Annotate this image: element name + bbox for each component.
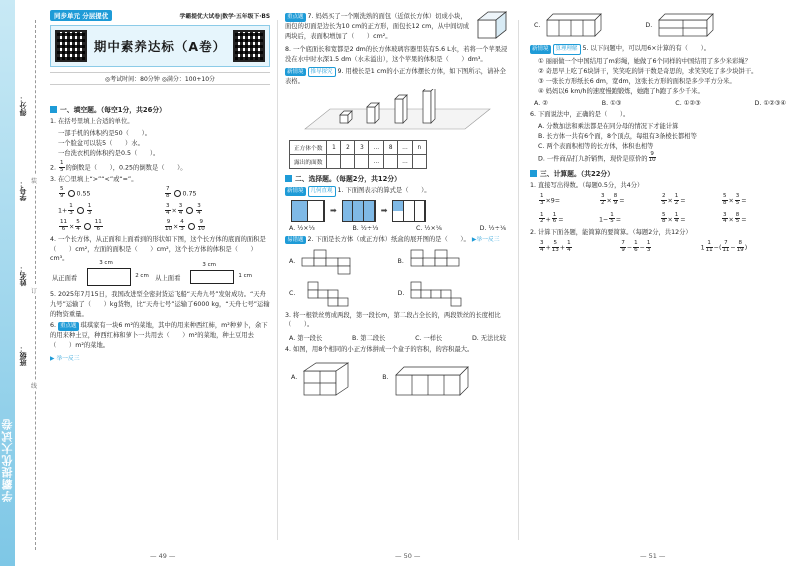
answer-cell[interactable] [327, 155, 341, 169]
question-1a: 一部手机的体积约是50（ ）。 [58, 129, 152, 137]
page-header [50, 10, 270, 100]
net-option-b[interactable]: B. [398, 248, 507, 276]
title-box [50, 25, 270, 67]
answer-cell[interactable] [341, 155, 355, 169]
net-option-c[interactable]: C. [289, 280, 398, 308]
option-b[interactable]: B. ½÷⅓ [352, 224, 379, 232]
choice-5-item-3: ③ 一张长方形纸长6 dm，宽dm，这张长方形的面积是多少平方分米。 [538, 77, 736, 85]
top-view-label: 从上面看 [155, 274, 181, 282]
option-c[interactable]: C. ½×⅙ [416, 224, 442, 232]
calc-1: 1. 直接写出得数。（每题0.5分，共4分） [530, 182, 644, 190]
choice-4-options [291, 359, 504, 397]
choice-2: 易错题 2. 下面是长方体（或正方体）纸盒的展开图的是（ ）。 ▶举一反三 [287, 235, 500, 243]
cut-mark: 订 [31, 285, 37, 296]
cut-mark: 线 [31, 380, 37, 391]
calc-2: 2. 计算下面各题，能简算的要简算。（每题2分，共12分） [530, 229, 692, 237]
option-a[interactable]: A. ② [534, 99, 548, 107]
question-1c: 一台洗衣机的体积约是0.5（ ）。 [58, 149, 160, 157]
choice-5-item-2: ② 奇思早上吃了6块饼干，笑笑吃的饼干数是奇思的，求笑笑吃了多少块饼干。 [538, 67, 758, 75]
shape-views: 从正面看 3 cm 2 cm 从上面看 3 cm 1 cm [52, 268, 270, 286]
spine-brand: 学霸提优大试卷 [1, 418, 14, 502]
option-c[interactable]: C. ①②③ [675, 99, 701, 107]
choice-6-option-d[interactable]: D. 一件商品打九折销售，现价是原价的 $\frac{9}{10}$ [538, 150, 656, 164]
qr-code-icon [55, 30, 87, 62]
choice-4-options-cont [534, 12, 786, 38]
option-a[interactable]: A. [291, 359, 352, 397]
box-nets [289, 248, 506, 308]
page-49 [50, 10, 270, 560]
binding-spine [0, 0, 48, 566]
exam-meta: ◎考试时间：80分钟 ◎满分：100+10分 [50, 72, 270, 85]
net-option-a[interactable]: A. [289, 248, 398, 276]
score-field: 得分： [19, 95, 27, 116]
answer-cell[interactable] [384, 155, 398, 169]
page-number: — 51 — [640, 552, 666, 560]
page-51 [530, 10, 790, 560]
net-option-d[interactable]: D. [398, 280, 507, 308]
question-1: 1. 在括号里填上合适的单位。 [50, 118, 134, 125]
option-a[interactable]: A. 第一段长 [289, 335, 323, 343]
option-b[interactable]: B. 第二段长 [351, 335, 386, 343]
page-number: — 50 — [395, 552, 421, 560]
top-view-rect [190, 270, 234, 284]
question-7: 重点题 7. 妈妈买了一个刚洗熟的面包（近似长方体）切成小块，面包的切面是边长为10 cm的正方形，面包长12 cm，从中间切成两块后，表面积增加了（ ）cm²。 [285, 13, 470, 40]
related-practice-link[interactable]: ▶举一反三 [471, 236, 500, 243]
choice-4: 4. 如图，用8个相同的小正方体拼成一个盒子的容积，的容积最大。 [285, 346, 474, 354]
cube-stack-figure [295, 89, 495, 135]
choice-6: 6. 下面说法中，正确的是（ ）。 [530, 110, 630, 118]
choice-3: 3. 将一根铁丝剪成两段，第一段长m，第二段占全长的，两段铁丝的长度相比（ ）。 [285, 311, 501, 329]
choice-6-option-c[interactable]: C. 两个表面积相等的长方体，体积也相等 [538, 142, 654, 150]
series-tag: 同步单元 分层提优 [50, 10, 112, 21]
qr-code-icon [233, 30, 265, 62]
student-id-field: 学号： [19, 180, 27, 201]
option-d[interactable]: D. 无法比较 [471, 335, 506, 343]
page-number: — 49 — [150, 552, 176, 560]
section-heading: 二、选择题。（每题2分，共12分） [285, 173, 510, 183]
page-title: 期中素养达标（A卷） [93, 39, 227, 54]
choice-5: 新情境 算理理解 5. 以下问题中，可以用6×计算的有（ ）。 [530, 44, 790, 55]
choice-6-option-b[interactable]: B. 长方体一共有6个面，8个顶点，每组有3条棱长都相等 [538, 132, 697, 140]
answer-cell[interactable] [355, 155, 369, 169]
mental-calc-grid: $\frac{1}{3}$ ×9= $\frac{3}{2}$ × $\frac{8}{9}$ = $\frac{2}{5}$ × $\frac{1}{2}$ = $\frac{5}{8}$ × $\frac{3}{5}$ = $\frac{1}{2}$ + $\frac{1}{6}$ = 1− $\frac{1}{5}$ = $\frac{5}{8}$ × $\frac{1}{4}$ = $\frac{3}{4}$ × $\frac{8}{5}$ = [540, 192, 747, 225]
question-6: 6. 重点题 琪琪家有一块6 m²的菜地，其中的用来种西红柿，m²种萝卜，余下的用来种土豆，种西红柿和萝卜一共用去（ ）m²的菜地，种土豆用去（ ）m²的菜地。 [50, 322, 268, 349]
front-view-rect [87, 268, 131, 286]
choice-1-options [289, 225, 506, 232]
book-series: 学霸提优大试卷|数学·五年级下·BS [179, 14, 270, 20]
answer-cell[interactable] [412, 155, 426, 169]
option-b[interactable]: B. ①③ [601, 99, 622, 107]
page-50 [285, 10, 510, 560]
question-3: 3. 在〇里填上“>”“<”或“=”。 [50, 176, 138, 184]
option-d[interactable]: D. ①②③④ [754, 99, 786, 107]
column-divider [277, 20, 278, 540]
option-d[interactable]: D. [645, 12, 717, 38]
section-marker-icon [530, 170, 537, 177]
question-2: 2. $\frac{1}{5}$ 的倒数是（ ），0.25的倒数是（ ）。 [50, 159, 187, 173]
option-b[interactable]: B. [382, 359, 471, 397]
option-a[interactable]: A. ½×⅓ [289, 224, 315, 232]
question-4: 4. 一个长方体，从正面和上面看到的形状如下图，这个长方体的底面的面积是（ ）cm²，左面的面积是（ ）cm²，这个长方体的体积是（ ）cm³。 [50, 235, 266, 263]
choice-6-option-a[interactable]: A. 分数加法和乘法都是在同分母的情况下才能计算 [538, 122, 679, 130]
option-c[interactable]: C. [534, 12, 605, 38]
question-9: 新情境 推导探究 9. 用棱长是1 cm的小正方体摆长方体，如下图所示，请补全表格。 [285, 67, 506, 86]
section-heading: 一、填空题。（每空1分，共26分） [50, 104, 270, 114]
class-field: 班级： [19, 345, 27, 366]
choice-3-options [289, 333, 506, 342]
choice-5-item-1: ① 丽丽做一个中国结用了m彩绳，她做了6个同样的中国结用了多少米彩绳？ [538, 57, 751, 65]
option-d[interactable]: D. ½÷⅙ [479, 224, 506, 232]
choice-5-options [534, 100, 786, 107]
section-heading: 三、计算题。（共22分） [530, 168, 790, 178]
section-marker-icon [50, 106, 57, 113]
fraction-diagram: ➡ ➡ [291, 200, 504, 222]
cut-mark: 装 [31, 175, 37, 186]
question-5: 5. 2025年7月15日，我国改进型全密封货运飞船“天舟九号”发射成功。“天舟九号”运输了（ ）kg货物，比“天舟七号”运输了6000 kg，“天舟七号”运输的物资重量。 [50, 291, 270, 318]
front-view-label: 从正面看 [52, 274, 78, 282]
section-marker-icon [285, 175, 292, 182]
related-practice-link[interactable]: ▶ 举一反三 [50, 355, 80, 362]
cube-table: 正方体个数 1 2 3 … 8 … n 露出的面数 … … [289, 140, 427, 169]
compare-grid: $\frac{5}{9}$ 0.55 $\frac{7}{8}$ 0.75 1+ $\frac{1}{3}$ $\frac{1}{3}$ $\frac{3}{4}$ × $\frac{3}{4}$ $\frac{3}{4}$ $\frac{11}{6}$ × $\frac{5}{4}$ $\frac{11}{6}$ $\frac{9}{10}$ × $\frac{4}{3}$ $\frac{9}{10}$ [58, 186, 205, 233]
name-field: 姓名： [19, 265, 27, 286]
written-calc-grid: $\frac{3}{4}$ + $\frac{5}{13}$ + $\frac{1}{4}$ $\frac{7}{9}$ − $\frac{1}{6}$ − $\frac{1}{3}$ 1 $\frac{1}{11}$ −( $\frac{7}{11}$ − $\frac{8}{19}$ ) [540, 239, 748, 253]
column-divider [518, 20, 519, 540]
choice-1: 新情境 几何直观 1. 下面图表示的算式是（ ）。 [285, 186, 510, 197]
choice-5-item-4: ④ 妈妈以6 km/h的速度慢跑锻炼，她跑了h跑了多少千米。 [538, 87, 704, 95]
bread-figure [474, 10, 510, 40]
question-8: 8. 一个底面长和宽都是2 dm的长方体玻璃容器里装有5.6 L水，若将一个苹果浸没在水中时水深1.5 dm（水未溢出），这个苹果的体积是（ ）dm³。 [285, 46, 508, 63]
question-1b: 一个脸盆可以装5（ ）水。 [58, 139, 144, 147]
option-c[interactable]: C. 一样长 [415, 335, 443, 343]
